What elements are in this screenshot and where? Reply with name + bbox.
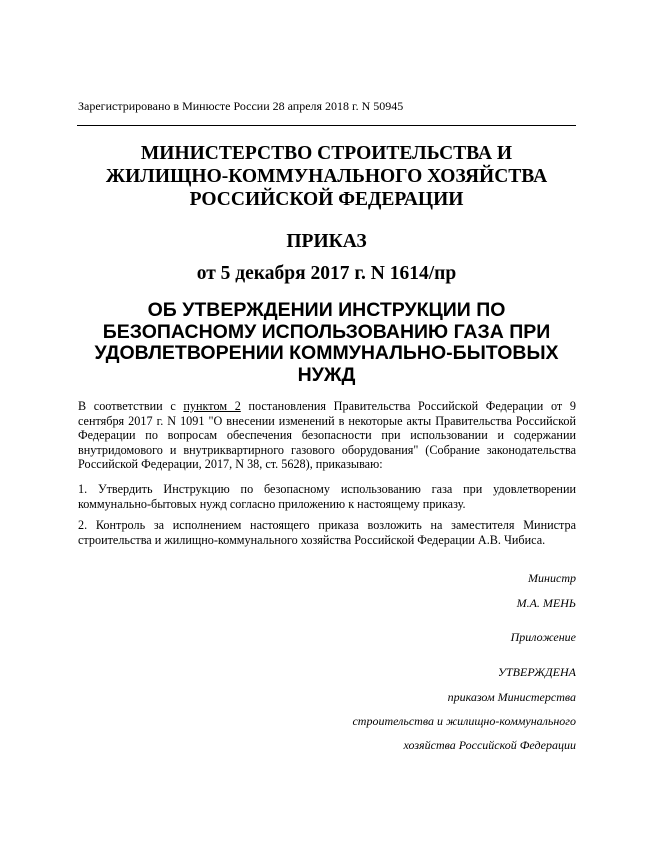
document-title xyxy=(77,300,576,386)
order-title: ПРИКАЗ xyxy=(286,231,367,252)
order-item-1: 1. Утвердить Инструкцию по безопасному использованию газа при удовлетворении коммунально-бытовых нужд согласно приложению к настоящему приказу. xyxy=(78,482,576,511)
document-title-line-4: НУЖД xyxy=(297,363,356,386)
reference-link[interactable]: пунктом 2 xyxy=(183,399,241,413)
signatory-position: Министр xyxy=(528,571,576,585)
approval-stamp-text: УТВЕРЖДЕНА xyxy=(497,665,576,679)
ministry-line-3: РОССИЙСКОЙ ФЕДЕРАЦИИ xyxy=(189,189,464,210)
preamble-text-start: В соответствии с xyxy=(78,399,184,413)
signatory-name: М.А. МЕНЬ xyxy=(516,596,576,610)
document-title-line-3: УДОВЛЕТВОРЕНИИ КОММУНАЛЬНО-БЫТОВЫХ xyxy=(94,342,559,364)
approval-line-2: строительства и жилищно-коммунального xyxy=(352,714,576,728)
preamble-text-end: постановления Правительства Российской Федерации от 9 сентября 2017 г. N 1091 "О внесении изменений в некоторые акты Правительства Российской Федерации по вопросам обеспечения безопасности при использовании и содержании внутридомового и внутриквартирного газового оборудования" (Собрание законодательства Российской Федерации, 2017, N 38, ст. 5628), приказываю: xyxy=(78,399,577,472)
preamble-paragraph xyxy=(78,399,576,472)
ministry-line-1: МИНИСТЕРСТВО СТРОИТЕЛЬСТВА И xyxy=(140,143,513,164)
approval-line-1: приказом Министерства xyxy=(447,690,576,704)
approval-line-3: хозяйства Российской Федерации xyxy=(403,738,576,752)
ministry-heading xyxy=(77,142,576,211)
header-divider xyxy=(77,125,576,126)
registration-note: Зарегистрировано в Минюсте России 28 апреля 2018 г. N 50945 xyxy=(78,99,404,113)
document-title-line-1: ОБ УТВЕРЖДЕНИИ ИНСТРУКЦИИ ПО xyxy=(147,299,506,321)
appendix-label: Приложение xyxy=(510,630,576,644)
document-title-line-2: БЕЗОПАСНОМУ ИСПОЛЬЗОВАНИЮ ГАЗА ПРИ xyxy=(102,320,551,343)
order-item-2: 2. Контроль за исполнением настоящего приказа возложить на заместителя Министра строительства и жилищно-коммунального хозяйства Российской Федерации А.В. Чибиса. xyxy=(78,518,576,547)
ministry-line-2: ЖИЛИЩНО-КОММУНАЛЬНОГО ХОЗЯЙСТВА xyxy=(105,166,548,187)
order-date: от 5 декабря 2017 г. N 1614/пр xyxy=(196,263,457,284)
